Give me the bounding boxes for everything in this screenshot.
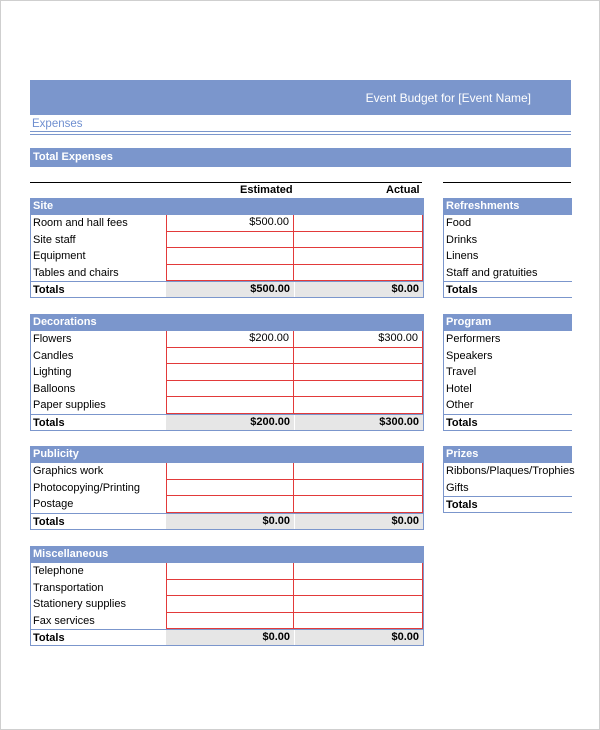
section-header (444, 314, 572, 331)
totals-row (31, 414, 423, 431)
item-label: Speakers (446, 349, 493, 362)
actual-cell[interactable] (294, 215, 423, 232)
refreshments-section (443, 198, 572, 298)
estimated-cell[interactable] (166, 563, 294, 580)
item-label: Hotel (446, 382, 472, 395)
total-estimated: $200.00 (166, 415, 294, 430)
table-row (31, 397, 423, 414)
table-row (31, 563, 423, 580)
prizes-section (443, 446, 575, 513)
table-row (31, 348, 423, 365)
totals-row (31, 629, 423, 646)
section-header (31, 446, 423, 463)
decorations-section (30, 314, 424, 431)
section-header (31, 314, 423, 331)
item-label: Balloons (33, 382, 76, 395)
totals-label: Totals (33, 515, 65, 528)
table-row (31, 613, 423, 630)
actual-cell[interactable] (294, 613, 423, 630)
totals-label: Totals (33, 632, 65, 645)
item-label: Performers (446, 333, 501, 345)
totals-row (31, 513, 423, 530)
table-row (444, 232, 572, 249)
item-label: Transportation (33, 581, 104, 594)
table-row (31, 381, 423, 398)
actual-cell[interactable]: $300.00 (294, 331, 423, 348)
actual-cell[interactable] (294, 463, 423, 480)
estimated-cell[interactable] (166, 613, 294, 630)
item-label: Site staff (33, 233, 76, 246)
item-label: Postage (33, 498, 74, 511)
estimated-cell[interactable] (166, 381, 294, 398)
item-label: Room and hall fees (33, 217, 128, 229)
total-estimated: $500.00 (166, 282, 294, 297)
actual-cell[interactable] (294, 397, 423, 414)
table-row (444, 348, 572, 365)
total-estimated: $0.00 (166, 514, 294, 529)
estimated-cell[interactable] (166, 265, 294, 282)
item-label: Other (446, 399, 474, 412)
estimated-cell[interactable]: $200.00 (166, 331, 294, 348)
actual-cell[interactable] (294, 232, 423, 249)
totals-label: Totals (446, 499, 478, 512)
estimated-column-header: Estimated (240, 184, 293, 196)
section-title: Site (33, 200, 54, 212)
item-label: Staff and gratuities (446, 266, 538, 279)
item-label: Equipment (33, 250, 86, 263)
item-label: Fax services (33, 614, 95, 627)
totals-row (444, 496, 572, 513)
column-header-rule (443, 182, 571, 183)
table-row (444, 215, 572, 232)
section-title: Prizes (446, 448, 479, 460)
estimated-cell[interactable]: $500.00 (166, 215, 294, 232)
actual-cell[interactable] (294, 563, 423, 580)
estimated-cell[interactable] (166, 580, 294, 597)
section-header (31, 198, 423, 215)
actual-cell[interactable] (294, 248, 423, 265)
totals-label: Totals (33, 416, 65, 429)
totals-label: Totals (446, 284, 478, 297)
total-expenses-label: Total Expenses (33, 151, 113, 163)
actual-cell[interactable] (294, 496, 423, 513)
totals-row (31, 281, 423, 298)
divider (30, 131, 571, 132)
estimated-cell[interactable] (166, 397, 294, 414)
table-row (444, 248, 572, 265)
total-actual: $300.00 (295, 415, 423, 430)
total-actual: $0.00 (295, 282, 423, 297)
total-estimated: $0.00 (166, 630, 294, 645)
item-label: Food (446, 217, 472, 229)
table-row (31, 364, 423, 381)
total-actual: $0.00 (295, 630, 423, 645)
estimated-cell[interactable] (166, 232, 294, 249)
item-label: Tables and chairs (33, 266, 119, 279)
page-title: Event Budget for [Event Name] (365, 91, 531, 105)
actual-cell[interactable] (294, 580, 423, 597)
totals-row (444, 281, 572, 298)
estimated-cell[interactable] (166, 348, 294, 365)
estimated-cell[interactable] (166, 496, 294, 513)
estimated-cell[interactable] (166, 364, 294, 381)
title-banner (30, 80, 571, 115)
publicity-section (30, 446, 424, 530)
miscellaneous-section (30, 546, 424, 646)
item-label: Graphics work (33, 465, 104, 477)
table-row (444, 480, 572, 497)
item-label: Linens (446, 250, 479, 263)
estimated-cell[interactable] (166, 463, 294, 480)
actual-cell[interactable] (294, 381, 423, 398)
totals-label: Totals (446, 416, 478, 429)
item-label: Drinks (446, 233, 478, 246)
column-header-rule (30, 182, 422, 183)
table-row (31, 496, 423, 513)
item-label: Ribbons/Plaques/Trophies (446, 465, 575, 477)
section-title: Publicity (33, 448, 79, 460)
table-row (31, 596, 423, 613)
item-label: Travel (446, 366, 477, 379)
table-row (444, 397, 572, 414)
table-row (444, 331, 572, 348)
total-actual: $0.00 (295, 514, 423, 529)
actual-cell[interactable] (294, 364, 423, 381)
item-label: Gifts (446, 481, 469, 494)
estimated-cell[interactable] (166, 248, 294, 265)
section-header (444, 198, 572, 215)
section-title: Refreshments (446, 200, 520, 212)
totals-label: Totals (33, 284, 65, 297)
section-title: Program (446, 316, 492, 328)
section-title: Miscellaneous (33, 548, 109, 560)
totals-row (444, 414, 572, 431)
table-row (444, 265, 572, 282)
table-row (31, 463, 423, 480)
table-row (31, 232, 423, 249)
section-header (31, 546, 423, 563)
table-row (31, 265, 423, 282)
item-label: Lighting (33, 366, 72, 379)
item-label: Candles (33, 349, 74, 362)
table-row (31, 480, 423, 497)
table-row (444, 364, 572, 381)
item-label: Flowers (33, 333, 72, 345)
estimated-cell[interactable] (166, 480, 294, 497)
item-label: Paper supplies (33, 399, 106, 412)
table-row (444, 381, 572, 398)
total-expenses-bar (30, 148, 571, 167)
actual-cell[interactable] (294, 480, 423, 497)
item-label: Telephone (33, 565, 84, 577)
estimated-cell[interactable] (166, 596, 294, 613)
table-row (31, 331, 423, 348)
table-row (31, 580, 423, 597)
section-title: Decorations (33, 316, 97, 328)
actual-cell[interactable] (294, 596, 423, 613)
actual-column-header: Actual (386, 184, 420, 196)
divider (30, 134, 571, 135)
table-row (31, 215, 423, 232)
site-section (30, 198, 424, 298)
actual-cell[interactable] (294, 265, 423, 282)
program-section (443, 314, 572, 431)
expenses-heading: Expenses (32, 118, 83, 130)
table-row (31, 248, 423, 265)
actual-cell[interactable] (294, 348, 423, 365)
section-header (444, 446, 572, 463)
item-label: Photocopying/Printing (33, 481, 141, 494)
table-row (444, 463, 575, 480)
item-label: Stationery supplies (33, 598, 126, 611)
